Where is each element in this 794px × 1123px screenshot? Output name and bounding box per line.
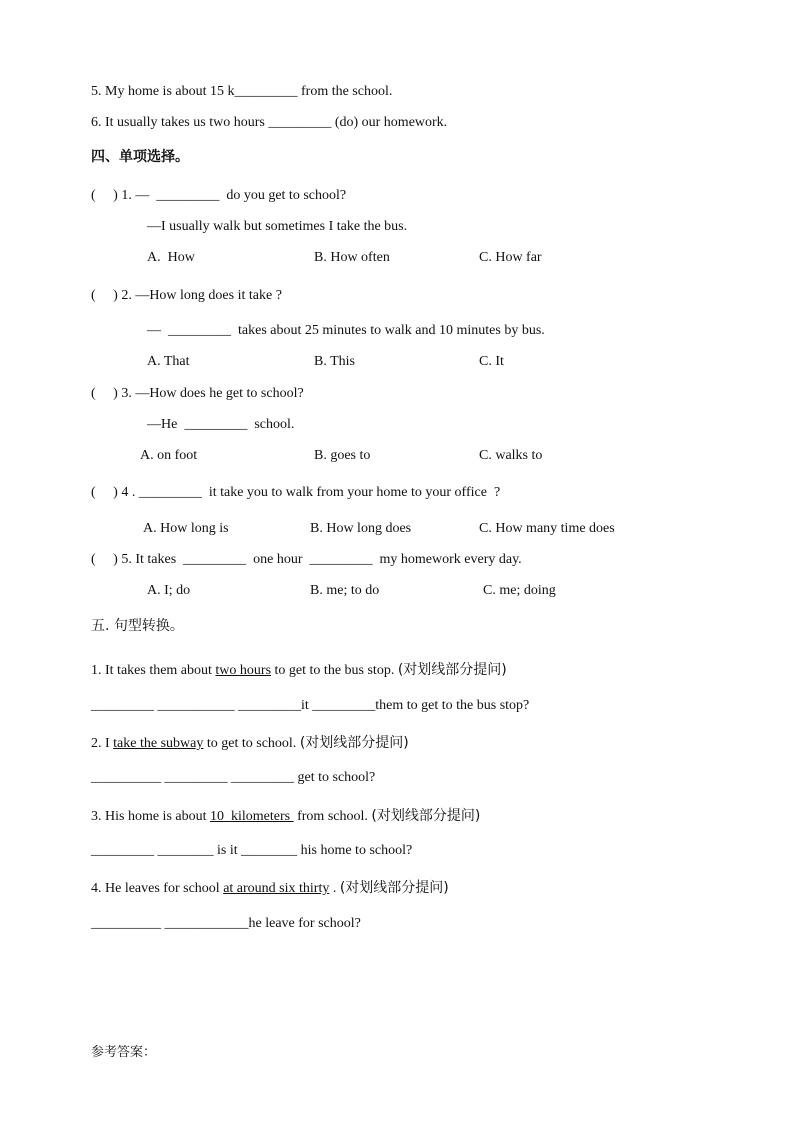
question-1-option-c: C. How far xyxy=(479,250,542,265)
transform-4-underlined: at around six thirty xyxy=(223,881,330,896)
question-3-reply: —He _________ school. xyxy=(147,417,295,432)
question-3-option-a: A. on foot xyxy=(140,448,198,463)
transform-1-note: (对划线部分提问) xyxy=(397,662,507,678)
question-1-option-b: B. How often xyxy=(314,250,390,265)
transform-4-note: (对划线部分提问) xyxy=(339,880,449,896)
transform-3-answer: _________ ________ is it ________ his home to school? xyxy=(91,843,413,858)
transform-1 xyxy=(91,661,507,680)
section-5-title: 五. 句型转换。 xyxy=(91,618,184,634)
question-1-stem: ( ) 1. — _________ do you get to school? xyxy=(91,188,347,203)
transform-2 xyxy=(91,734,409,753)
transform-4 xyxy=(91,879,449,898)
question-3-option-c: C. walks to xyxy=(479,448,543,463)
answers-title: 参考答案： xyxy=(91,1045,157,1060)
question-5-stem: ( ) 5. It takes _________ one hour _________ my homework every day. xyxy=(91,552,522,567)
question-3-stem: ( ) 3. —How does he get to school? xyxy=(91,386,304,401)
question-2-option-a: A. That xyxy=(147,354,190,369)
question-4-option-a: A. How long is xyxy=(143,521,229,536)
question-4-option-c: C. How many time does xyxy=(479,521,615,536)
question-5-option-a: A. I; do xyxy=(147,583,191,598)
transform-3 xyxy=(91,807,480,826)
transform-2-post: to get to school. xyxy=(203,736,300,751)
transform-1-pre: 1. It takes them about xyxy=(91,663,216,678)
fill-blank-5: 5. My home is about 15 k_________ from the school. xyxy=(91,84,393,99)
question-2-reply: — _________ takes about 25 minutes to walk and 10 minutes by bus. xyxy=(147,323,545,338)
transform-2-underlined: take the subway xyxy=(113,736,204,751)
question-1-reply: —I usually walk but sometimes I take the bus. xyxy=(147,219,408,234)
transform-3-post: from school. xyxy=(293,809,372,824)
section-4-title: 四、单项选择。 xyxy=(91,149,189,165)
transform-2-note: (对划线部分提问) xyxy=(299,735,409,751)
transform-2-pre: 2. I xyxy=(91,736,114,751)
question-3-option-b: B. goes to xyxy=(314,448,371,463)
transform-2-answer: __________ _________ _________ get to school? xyxy=(91,770,376,785)
question-5-option-c: C. me; doing xyxy=(483,583,556,598)
question-4-stem: ( ) 4 . _________ it take you to walk from your home to your office ? xyxy=(91,485,501,500)
transform-3-note: (对划线部分提问) xyxy=(371,808,481,824)
transform-4-post: . xyxy=(329,881,340,896)
question-2-option-b: B. This xyxy=(314,354,355,369)
fill-blank-6: 6. It usually takes us two hours _________ (do) our homework. xyxy=(91,115,448,130)
transform-3-underlined: 10 kilometers xyxy=(210,809,294,824)
transform-1-underlined: two hours xyxy=(215,663,272,678)
transform-4-answer: __________ ____________he leave for school? xyxy=(91,916,361,931)
question-4-option-b: B. How long does xyxy=(310,521,412,536)
question-2-option-c: C. It xyxy=(479,354,504,369)
question-1-option-a: A. How xyxy=(147,250,195,265)
transform-1-post: to get to the bus stop. xyxy=(271,663,398,678)
transform-3-pre: 3. His home is about xyxy=(91,809,210,824)
question-2-stem: ( ) 2. —How long does it take ? xyxy=(91,288,282,303)
question-5-option-b: B. me; to do xyxy=(310,583,380,598)
transform-4-pre: 4. He leaves for school xyxy=(91,881,224,896)
transform-1-answer: _________ ___________ _________it _________them to get to the bus stop? xyxy=(91,698,530,713)
